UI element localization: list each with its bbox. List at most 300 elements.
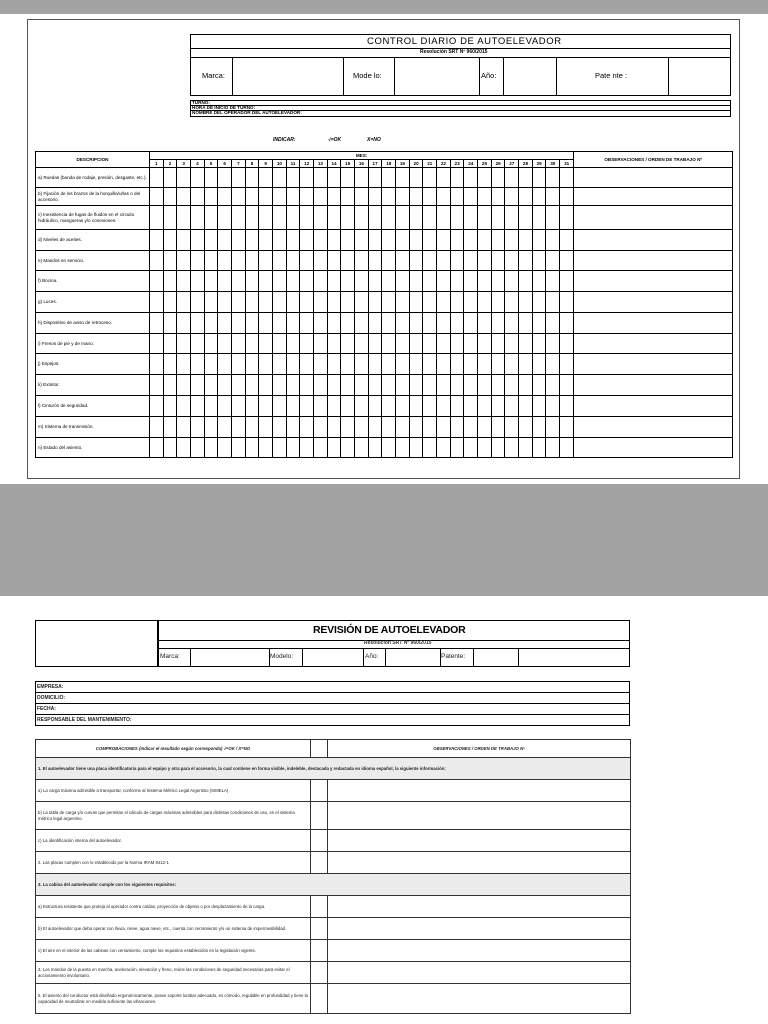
day-check-cell[interactable] [191, 334, 205, 354]
day-check-cell[interactable] [464, 292, 478, 313]
day-check-cell[interactable] [532, 354, 546, 375]
day-check-cell[interactable] [163, 417, 177, 438]
day-check-cell[interactable] [409, 313, 423, 334]
day-check-cell[interactable] [546, 438, 560, 458]
day-check-cell[interactable] [327, 417, 341, 438]
day-check-cell[interactable] [519, 230, 533, 251]
day-check-cell[interactable] [532, 417, 546, 438]
observation-cell[interactable] [328, 802, 631, 830]
day-check-cell[interactable] [532, 334, 546, 354]
day-check-cell[interactable] [314, 206, 328, 230]
day-check-cell[interactable] [478, 417, 492, 438]
day-check-cell[interactable] [191, 375, 205, 396]
day-check-cell[interactable] [560, 251, 574, 271]
marca-field[interactable] [232, 57, 344, 95]
day-check-cell[interactable] [177, 188, 191, 206]
day-check-cell[interactable] [409, 396, 423, 417]
day-check-cell[interactable] [450, 354, 464, 375]
day-check-cell[interactable] [355, 354, 369, 375]
day-check-cell[interactable] [204, 396, 218, 417]
day-check-cell[interactable] [232, 438, 246, 458]
day-check-cell[interactable] [327, 230, 341, 251]
day-check-cell[interactable] [204, 354, 218, 375]
day-check-cell[interactable] [505, 438, 519, 458]
day-check-cell[interactable] [341, 354, 355, 375]
day-check-cell[interactable] [191, 438, 205, 458]
day-check-cell[interactable] [505, 251, 519, 271]
day-check-cell[interactable] [327, 313, 341, 334]
day-check-cell[interactable] [150, 168, 164, 188]
day-check-cell[interactable] [204, 375, 218, 396]
day-check-cell[interactable] [450, 438, 464, 458]
day-check-cell[interactable] [218, 230, 232, 251]
day-check-cell[interactable] [409, 334, 423, 354]
day-check-cell[interactable] [163, 334, 177, 354]
day-check-cell[interactable] [532, 292, 546, 313]
day-check-cell[interactable] [232, 313, 246, 334]
day-check-cell[interactable] [177, 251, 191, 271]
day-check-cell[interactable] [177, 417, 191, 438]
day-check-cell[interactable] [232, 417, 246, 438]
day-check-cell[interactable] [327, 354, 341, 375]
day-check-cell[interactable] [259, 396, 273, 417]
marca-field[interactable] [190, 648, 270, 666]
day-check-cell[interactable] [505, 417, 519, 438]
day-check-cell[interactable] [505, 375, 519, 396]
day-check-cell[interactable] [259, 375, 273, 396]
day-check-cell[interactable] [191, 292, 205, 313]
day-check-cell[interactable] [341, 292, 355, 313]
day-check-cell[interactable] [327, 396, 341, 417]
observation-cell[interactable] [574, 188, 733, 206]
day-check-cell[interactable] [368, 188, 382, 206]
observation-cell[interactable] [574, 271, 733, 292]
day-check-cell[interactable] [396, 334, 410, 354]
day-check-cell[interactable] [423, 292, 437, 313]
day-check-cell[interactable] [327, 206, 341, 230]
day-check-cell[interactable] [191, 417, 205, 438]
result-cell[interactable] [311, 896, 328, 918]
day-check-cell[interactable] [273, 417, 287, 438]
day-check-cell[interactable] [259, 168, 273, 188]
day-check-cell[interactable] [177, 396, 191, 417]
day-check-cell[interactable] [341, 396, 355, 417]
day-check-cell[interactable] [259, 313, 273, 334]
day-check-cell[interactable] [204, 417, 218, 438]
day-check-cell[interactable] [150, 334, 164, 354]
day-check-cell[interactable] [409, 206, 423, 230]
day-check-cell[interactable] [450, 188, 464, 206]
day-check-cell[interactable] [150, 251, 164, 271]
day-check-cell[interactable] [259, 292, 273, 313]
day-check-cell[interactable] [355, 168, 369, 188]
day-check-cell[interactable] [218, 417, 232, 438]
day-check-cell[interactable] [396, 206, 410, 230]
observation-cell[interactable] [574, 168, 733, 188]
day-check-cell[interactable] [546, 251, 560, 271]
day-check-cell[interactable] [245, 206, 259, 230]
day-check-cell[interactable] [423, 230, 437, 251]
day-check-cell[interactable] [382, 438, 396, 458]
day-check-cell[interactable] [232, 188, 246, 206]
day-check-cell[interactable] [191, 271, 205, 292]
anio-field[interactable] [503, 57, 557, 95]
day-check-cell[interactable] [560, 168, 574, 188]
day-check-cell[interactable] [382, 271, 396, 292]
day-check-cell[interactable] [286, 230, 300, 251]
day-check-cell[interactable] [532, 271, 546, 292]
day-check-cell[interactable] [218, 292, 232, 313]
day-check-cell[interactable] [546, 375, 560, 396]
day-check-cell[interactable] [150, 375, 164, 396]
day-check-cell[interactable] [327, 271, 341, 292]
day-check-cell[interactable] [259, 251, 273, 271]
day-check-cell[interactable] [177, 334, 191, 354]
day-check-cell[interactable] [259, 354, 273, 375]
day-check-cell[interactable] [423, 438, 437, 458]
observation-cell[interactable] [328, 830, 631, 852]
day-check-cell[interactable] [204, 188, 218, 206]
day-check-cell[interactable] [273, 292, 287, 313]
day-check-cell[interactable] [505, 168, 519, 188]
day-check-cell[interactable] [218, 168, 232, 188]
day-check-cell[interactable] [177, 354, 191, 375]
day-check-cell[interactable] [478, 396, 492, 417]
day-check-cell[interactable] [232, 168, 246, 188]
day-check-cell[interactable] [286, 168, 300, 188]
day-check-cell[interactable] [327, 168, 341, 188]
day-check-cell[interactable] [245, 375, 259, 396]
day-check-cell[interactable] [286, 396, 300, 417]
day-check-cell[interactable] [546, 188, 560, 206]
day-check-cell[interactable] [259, 438, 273, 458]
day-check-cell[interactable] [273, 230, 287, 251]
day-check-cell[interactable] [519, 438, 533, 458]
day-check-cell[interactable] [505, 188, 519, 206]
day-check-cell[interactable] [478, 168, 492, 188]
day-check-cell[interactable] [382, 251, 396, 271]
day-check-cell[interactable] [560, 292, 574, 313]
day-check-cell[interactable] [478, 292, 492, 313]
day-check-cell[interactable] [491, 438, 505, 458]
day-check-cell[interactable] [409, 271, 423, 292]
day-check-cell[interactable] [396, 230, 410, 251]
day-check-cell[interactable] [450, 334, 464, 354]
day-check-cell[interactable] [259, 188, 273, 206]
observation-cell[interactable] [574, 396, 733, 417]
observation-cell[interactable] [328, 852, 631, 874]
observation-cell[interactable] [574, 251, 733, 271]
day-check-cell[interactable] [464, 230, 478, 251]
day-check-cell[interactable] [245, 334, 259, 354]
day-check-cell[interactable] [341, 251, 355, 271]
day-check-cell[interactable] [491, 168, 505, 188]
day-check-cell[interactable] [232, 251, 246, 271]
day-check-cell[interactable] [204, 438, 218, 458]
day-check-cell[interactable] [409, 168, 423, 188]
observation-cell[interactable] [574, 313, 733, 334]
day-check-cell[interactable] [355, 251, 369, 271]
result-cell[interactable] [311, 852, 328, 874]
day-check-cell[interactable] [163, 313, 177, 334]
day-check-cell[interactable] [273, 313, 287, 334]
result-cell[interactable] [311, 940, 328, 962]
day-check-cell[interactable] [341, 438, 355, 458]
day-check-cell[interactable] [273, 168, 287, 188]
day-check-cell[interactable] [491, 334, 505, 354]
day-check-cell[interactable] [163, 396, 177, 417]
day-check-cell[interactable] [245, 354, 259, 375]
operador-field[interactable] [190, 110, 731, 117]
day-check-cell[interactable] [464, 334, 478, 354]
day-check-cell[interactable] [204, 313, 218, 334]
day-check-cell[interactable] [245, 271, 259, 292]
day-check-cell[interactable] [546, 230, 560, 251]
day-check-cell[interactable] [218, 334, 232, 354]
day-check-cell[interactable] [409, 438, 423, 458]
day-check-cell[interactable] [409, 188, 423, 206]
day-check-cell[interactable] [505, 334, 519, 354]
day-check-cell[interactable] [314, 375, 328, 396]
day-check-cell[interactable] [532, 313, 546, 334]
day-check-cell[interactable] [314, 292, 328, 313]
day-check-cell[interactable] [491, 271, 505, 292]
day-check-cell[interactable] [341, 375, 355, 396]
day-check-cell[interactable] [382, 292, 396, 313]
day-check-cell[interactable] [423, 354, 437, 375]
day-check-cell[interactable] [218, 354, 232, 375]
day-check-cell[interactable] [286, 375, 300, 396]
day-check-cell[interactable] [519, 417, 533, 438]
day-check-cell[interactable] [150, 292, 164, 313]
day-check-cell[interactable] [450, 168, 464, 188]
day-check-cell[interactable] [519, 251, 533, 271]
day-check-cell[interactable] [218, 375, 232, 396]
day-check-cell[interactable] [204, 230, 218, 251]
day-check-cell[interactable] [519, 292, 533, 313]
day-check-cell[interactable] [355, 206, 369, 230]
day-check-cell[interactable] [314, 313, 328, 334]
day-check-cell[interactable] [505, 271, 519, 292]
day-check-cell[interactable] [245, 438, 259, 458]
day-check-cell[interactable] [437, 206, 451, 230]
day-check-cell[interactable] [396, 168, 410, 188]
day-check-cell[interactable] [437, 292, 451, 313]
day-check-cell[interactable] [368, 375, 382, 396]
day-check-cell[interactable] [437, 271, 451, 292]
day-check-cell[interactable] [546, 354, 560, 375]
day-check-cell[interactable] [382, 313, 396, 334]
observation-cell[interactable] [574, 375, 733, 396]
day-check-cell[interactable] [491, 292, 505, 313]
day-check-cell[interactable] [396, 188, 410, 206]
day-check-cell[interactable] [478, 375, 492, 396]
day-check-cell[interactable] [464, 396, 478, 417]
day-check-cell[interactable] [327, 334, 341, 354]
day-check-cell[interactable] [218, 206, 232, 230]
day-check-cell[interactable] [163, 206, 177, 230]
day-check-cell[interactable] [478, 313, 492, 334]
day-check-cell[interactable] [191, 168, 205, 188]
day-check-cell[interactable] [505, 354, 519, 375]
day-check-cell[interactable] [355, 417, 369, 438]
day-check-cell[interactable] [163, 438, 177, 458]
day-check-cell[interactable] [314, 230, 328, 251]
day-check-cell[interactable] [519, 206, 533, 230]
day-check-cell[interactable] [341, 188, 355, 206]
day-check-cell[interactable] [327, 375, 341, 396]
observation-cell[interactable] [574, 206, 733, 230]
day-check-cell[interactable] [491, 206, 505, 230]
day-check-cell[interactable] [382, 206, 396, 230]
day-check-cell[interactable] [546, 396, 560, 417]
day-check-cell[interactable] [464, 251, 478, 271]
day-check-cell[interactable] [232, 230, 246, 251]
day-check-cell[interactable] [150, 206, 164, 230]
day-check-cell[interactable] [259, 230, 273, 251]
day-check-cell[interactable] [355, 292, 369, 313]
observation-cell[interactable] [328, 984, 631, 1014]
day-check-cell[interactable] [368, 292, 382, 313]
day-check-cell[interactable] [478, 271, 492, 292]
day-check-cell[interactable] [191, 251, 205, 271]
day-check-cell[interactable] [163, 168, 177, 188]
day-check-cell[interactable] [314, 417, 328, 438]
day-check-cell[interactable] [437, 438, 451, 458]
day-check-cell[interactable] [382, 334, 396, 354]
day-check-cell[interactable] [341, 334, 355, 354]
day-check-cell[interactable] [560, 396, 574, 417]
day-check-cell[interactable] [232, 396, 246, 417]
day-check-cell[interactable] [423, 417, 437, 438]
day-check-cell[interactable] [327, 438, 341, 458]
day-check-cell[interactable] [355, 188, 369, 206]
day-check-cell[interactable] [300, 292, 314, 313]
day-check-cell[interactable] [341, 313, 355, 334]
day-check-cell[interactable] [150, 188, 164, 206]
observation-cell[interactable] [328, 896, 631, 918]
day-check-cell[interactable] [478, 206, 492, 230]
day-check-cell[interactable] [368, 230, 382, 251]
day-check-cell[interactable] [560, 188, 574, 206]
day-check-cell[interactable] [519, 313, 533, 334]
day-check-cell[interactable] [396, 292, 410, 313]
day-check-cell[interactable] [286, 271, 300, 292]
day-check-cell[interactable] [464, 417, 478, 438]
day-check-cell[interactable] [491, 251, 505, 271]
day-check-cell[interactable] [341, 417, 355, 438]
day-check-cell[interactable] [532, 188, 546, 206]
day-check-cell[interactable] [464, 313, 478, 334]
day-check-cell[interactable] [150, 438, 164, 458]
result-cell[interactable] [311, 802, 328, 830]
day-check-cell[interactable] [450, 313, 464, 334]
day-check-cell[interactable] [245, 396, 259, 417]
day-check-cell[interactable] [245, 292, 259, 313]
observation-cell[interactable] [328, 918, 631, 940]
day-check-cell[interactable] [382, 417, 396, 438]
day-check-cell[interactable] [382, 230, 396, 251]
day-check-cell[interactable] [218, 438, 232, 458]
day-check-cell[interactable] [560, 271, 574, 292]
modelo-field[interactable] [302, 648, 364, 666]
day-check-cell[interactable] [191, 230, 205, 251]
day-check-cell[interactable] [314, 251, 328, 271]
day-check-cell[interactable] [478, 230, 492, 251]
day-check-cell[interactable] [505, 206, 519, 230]
day-check-cell[interactable] [245, 230, 259, 251]
day-check-cell[interactable] [163, 230, 177, 251]
day-check-cell[interactable] [546, 313, 560, 334]
day-check-cell[interactable] [300, 375, 314, 396]
day-check-cell[interactable] [163, 271, 177, 292]
day-check-cell[interactable] [464, 375, 478, 396]
day-check-cell[interactable] [191, 313, 205, 334]
day-check-cell[interactable] [273, 206, 287, 230]
day-check-cell[interactable] [341, 206, 355, 230]
day-check-cell[interactable] [450, 230, 464, 251]
day-check-cell[interactable] [560, 334, 574, 354]
day-check-cell[interactable] [259, 417, 273, 438]
day-check-cell[interactable] [191, 188, 205, 206]
modelo-field[interactable] [394, 57, 480, 95]
day-check-cell[interactable] [437, 334, 451, 354]
day-check-cell[interactable] [314, 334, 328, 354]
day-check-cell[interactable] [368, 438, 382, 458]
day-check-cell[interactable] [177, 292, 191, 313]
day-check-cell[interactable] [396, 375, 410, 396]
day-check-cell[interactable] [491, 354, 505, 375]
day-check-cell[interactable] [355, 313, 369, 334]
observation-cell[interactable] [328, 940, 631, 962]
day-check-cell[interactable] [464, 438, 478, 458]
result-cell[interactable] [311, 830, 328, 852]
day-check-cell[interactable] [505, 230, 519, 251]
observation-cell[interactable] [574, 230, 733, 251]
day-check-cell[interactable] [191, 354, 205, 375]
day-check-cell[interactable] [423, 375, 437, 396]
day-check-cell[interactable] [505, 396, 519, 417]
day-check-cell[interactable] [437, 230, 451, 251]
day-check-cell[interactable] [396, 396, 410, 417]
day-check-cell[interactable] [314, 396, 328, 417]
day-check-cell[interactable] [491, 396, 505, 417]
day-check-cell[interactable] [382, 396, 396, 417]
day-check-cell[interactable] [409, 230, 423, 251]
patente-field[interactable] [473, 648, 519, 666]
day-check-cell[interactable] [245, 188, 259, 206]
observation-cell[interactable] [328, 962, 631, 984]
day-check-cell[interactable] [273, 251, 287, 271]
day-check-cell[interactable] [218, 313, 232, 334]
day-check-cell[interactable] [491, 375, 505, 396]
day-check-cell[interactable] [300, 334, 314, 354]
day-check-cell[interactable] [368, 354, 382, 375]
day-check-cell[interactable] [423, 313, 437, 334]
observation-cell[interactable] [574, 354, 733, 375]
day-check-cell[interactable] [478, 251, 492, 271]
day-check-cell[interactable] [532, 251, 546, 271]
day-check-cell[interactable] [437, 396, 451, 417]
day-check-cell[interactable] [437, 354, 451, 375]
day-check-cell[interactable] [273, 396, 287, 417]
responsable-field[interactable] [35, 714, 630, 726]
result-cell[interactable] [311, 984, 328, 1014]
day-check-cell[interactable] [423, 251, 437, 271]
day-check-cell[interactable] [396, 313, 410, 334]
day-check-cell[interactable] [478, 334, 492, 354]
day-check-cell[interactable] [464, 271, 478, 292]
